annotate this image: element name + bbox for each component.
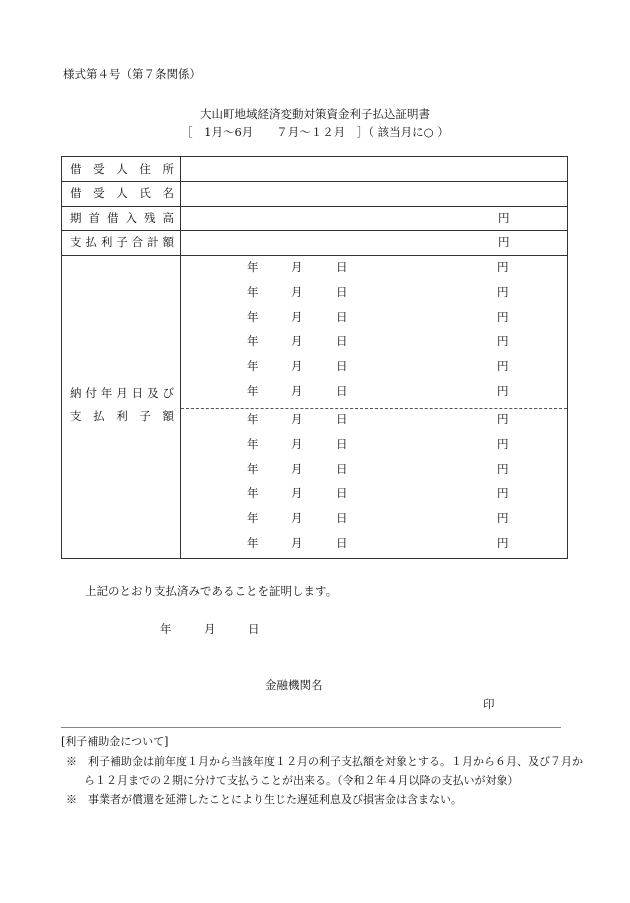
borrower-name-label: 借受人氏名 — [70, 186, 174, 200]
payment-day: 日 — [336, 260, 348, 274]
payment-amount-unit: 円 — [497, 260, 509, 274]
payment-day: 日 — [336, 285, 348, 299]
payment-month: 月 — [291, 437, 303, 451]
note-item: ※ 利子補助金は前年度１月から当該年度１２月の利子支払額を対象とする。１月から６月、及び７月か — [66, 755, 583, 768]
payment-year: 年 — [247, 536, 259, 550]
payment-amount-unit: 円 — [497, 412, 509, 426]
payment-amount-unit: 円 — [497, 511, 509, 525]
note-item-continued: ら１２月までの２期に分けて支払うことが出来る。（令和２年４月以降の支払いが対象） — [84, 774, 519, 787]
payment-date-row — [181, 531, 567, 555]
payment-year: 年 — [247, 334, 259, 348]
payment-day: 日 — [336, 412, 348, 426]
payment-month: 月 — [291, 260, 303, 274]
payment-month: 月 — [291, 412, 303, 426]
payment-day: 日 — [336, 511, 348, 525]
payment-year: 年 — [247, 412, 259, 426]
total-interest-unit: 円 — [498, 235, 510, 249]
payment-amount-unit: 円 — [497, 486, 509, 500]
payment-month: 月 — [291, 310, 303, 324]
payment-year: 年 — [247, 310, 259, 324]
payment-month: 月 — [291, 462, 303, 476]
section-separator — [61, 727, 561, 728]
period-selector: ［ 1月～6月 ７月～１２月 ］（ 該当月に○ ） — [181, 125, 449, 139]
form-number: 様式第４号（第７条関係） — [63, 67, 201, 81]
opening-balance-label: 期首借入残高 — [70, 211, 174, 225]
payment-month: 月 — [291, 334, 303, 348]
payment-day: 日 — [336, 310, 348, 324]
payment-month: 月 — [291, 486, 303, 500]
payment-year: 年 — [247, 359, 259, 373]
payment-year: 年 — [247, 462, 259, 476]
document-title: 大山町地域経済変動対策資金利子払込証明書 — [200, 107, 430, 121]
payment-date-row — [181, 280, 567, 304]
payment-date-row — [181, 305, 567, 329]
payment-date-label: 納付年月日及び — [70, 386, 174, 400]
payment-month: 月 — [291, 285, 303, 299]
payment-date-row — [181, 407, 567, 431]
payment-year: 年 — [247, 437, 259, 451]
payment-month: 月 — [291, 511, 303, 525]
notes-title: [利子補助金について] — [61, 735, 169, 748]
payment-day: 日 — [336, 486, 348, 500]
payment-date-row — [181, 379, 567, 403]
payment-date-row — [181, 506, 567, 530]
payment-day: 日 — [336, 462, 348, 476]
cert-month: 月 — [204, 622, 216, 636]
cert-year: 年 — [160, 622, 172, 636]
seal-mark: 印 — [483, 697, 495, 711]
payment-year: 年 — [247, 260, 259, 274]
payment-amount-unit: 円 — [497, 384, 509, 398]
payment-month: 月 — [291, 536, 303, 550]
payment-amount-unit: 円 — [497, 285, 509, 299]
payment-day: 日 — [336, 334, 348, 348]
payment-amount-unit: 円 — [497, 536, 509, 550]
payment-date-row — [181, 255, 567, 279]
payment-day: 日 — [336, 384, 348, 398]
opening-balance-unit: 円 — [498, 211, 510, 225]
payment-date-row — [181, 457, 567, 481]
payment-amount-unit: 円 — [497, 334, 509, 348]
payment-year: 年 — [247, 384, 259, 398]
institution-name-label: 金融機関名 — [265, 678, 323, 692]
payment-date-row — [181, 329, 567, 353]
payment-day: 日 — [336, 536, 348, 550]
payment-date-row — [181, 432, 567, 456]
interest-amount-label: 支払利子額 — [70, 409, 174, 423]
certification-date — [160, 621, 280, 637]
payment-date-row — [181, 354, 567, 378]
payment-year: 年 — [247, 285, 259, 299]
payment-year: 年 — [247, 486, 259, 500]
payment-year: 年 — [247, 511, 259, 525]
payment-date-row — [181, 481, 567, 505]
payment-amount-unit: 円 — [497, 437, 509, 451]
payment-month: 月 — [291, 384, 303, 398]
payment-amount-unit: 円 — [497, 310, 509, 324]
payment-day: 日 — [336, 437, 348, 451]
payment-day: 日 — [336, 359, 348, 373]
borrower-address-label: 借受人住所 — [70, 162, 174, 176]
payment-amount-unit: 円 — [497, 462, 509, 476]
payment-amount-unit: 円 — [497, 359, 509, 373]
certificate-table — [61, 156, 568, 559]
total-interest-label: 支払利子合計額 — [70, 235, 174, 249]
certification-statement: 上記のとおり支払済みであることを証明します。 — [85, 584, 338, 598]
payment-month: 月 — [291, 359, 303, 373]
note-item: ※ 事業者が償還を延滞したことにより生じた遅延利息及び損害金は含まない。 — [66, 793, 462, 806]
cert-day: 日 — [248, 622, 260, 636]
